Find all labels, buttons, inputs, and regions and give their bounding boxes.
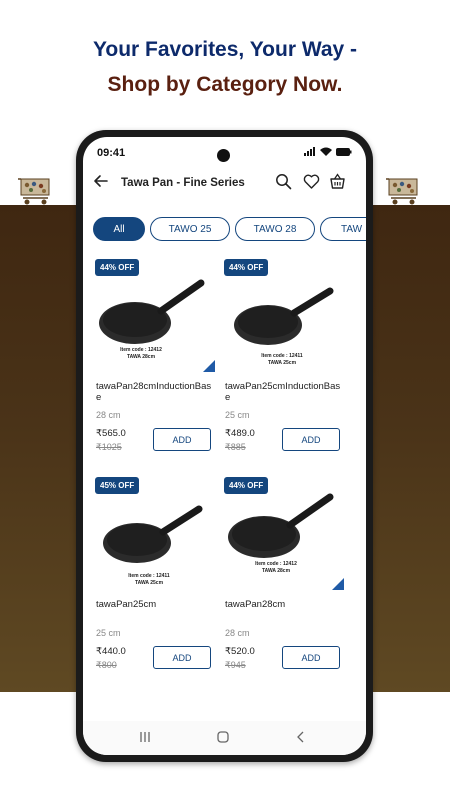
chip-all[interactable]: All bbox=[93, 217, 145, 241]
item-code-label: Item code : 12412 TAWA 28cm bbox=[120, 347, 162, 360]
promo-headline-2: Shop by Category Now. bbox=[107, 73, 343, 96]
home-icon[interactable] bbox=[217, 731, 229, 743]
page-title: Tawa Pan - Fine Series bbox=[121, 177, 245, 189]
camera-hole bbox=[217, 149, 230, 162]
wifi-icon bbox=[320, 147, 332, 156]
product-price: ₹489.0 bbox=[225, 428, 255, 439]
product-size: 25 cm bbox=[96, 628, 121, 638]
discount-badge: 44% OFF bbox=[224, 477, 268, 494]
phone-frame bbox=[76, 130, 373, 762]
item-code-label: Item code : 12411 TAWA 25cm bbox=[261, 353, 303, 366]
back-icon[interactable] bbox=[295, 731, 307, 743]
product-mrp: ₹1025 bbox=[96, 442, 122, 452]
category-chips bbox=[93, 217, 366, 241]
chip-tawo-25[interactable]: TAWO 25 bbox=[150, 217, 230, 241]
product-mrp: ₹885 bbox=[225, 442, 246, 452]
heart-icon[interactable] bbox=[303, 173, 320, 190]
product-mrp: ₹945 bbox=[225, 660, 246, 670]
product-image[interactable] bbox=[93, 257, 215, 372]
product-price: ₹440.0 bbox=[96, 646, 126, 657]
product-image[interactable] bbox=[222, 475, 344, 590]
product-size: 28 cm bbox=[96, 410, 121, 420]
product-card[interactable] bbox=[93, 257, 215, 462]
product-card[interactable] bbox=[93, 475, 215, 680]
product-card[interactable] bbox=[222, 475, 344, 680]
product-card[interactable] bbox=[222, 257, 344, 462]
product-name: tawaPan28cm bbox=[225, 599, 286, 610]
recent-apps-icon[interactable] bbox=[139, 731, 151, 743]
phone-screen bbox=[83, 137, 366, 755]
product-image[interactable] bbox=[222, 257, 344, 372]
corner-ribbon bbox=[203, 360, 215, 372]
corner-ribbon bbox=[332, 578, 344, 590]
add-button[interactable]: ADD bbox=[153, 428, 211, 451]
chip-taw[interactable]: TAW bbox=[320, 217, 366, 241]
promo-headline-1: Your Favorites, Your Way - bbox=[92, 38, 358, 61]
battery-icon bbox=[336, 148, 352, 156]
product-name: tawaPan28cmInductionBase bbox=[96, 381, 212, 403]
discount-badge: 45% OFF bbox=[95, 477, 139, 494]
item-code-label: Item code : 12411 TAWA 25cm bbox=[128, 573, 170, 586]
shopping-cart-icon bbox=[386, 176, 422, 206]
status-bar bbox=[83, 137, 366, 163]
product-mrp: ₹800 bbox=[96, 660, 117, 670]
signal-icon bbox=[304, 147, 316, 156]
system-nav-bar bbox=[83, 721, 366, 755]
add-button[interactable]: ADD bbox=[282, 428, 340, 451]
status-icons bbox=[304, 147, 352, 156]
add-button[interactable]: ADD bbox=[153, 646, 211, 669]
product-grid bbox=[93, 257, 355, 680]
product-name: tawaPan25cm bbox=[96, 599, 157, 610]
product-name: tawaPan25cmInductionBase bbox=[225, 381, 341, 403]
cart-icon[interactable] bbox=[329, 173, 346, 190]
shopping-cart-icon bbox=[18, 176, 54, 206]
status-time: 09:41 bbox=[97, 147, 126, 159]
product-size: 25 cm bbox=[225, 410, 250, 420]
back-arrow-icon[interactable] bbox=[93, 173, 109, 189]
product-image[interactable] bbox=[93, 475, 215, 590]
chip-tawo-28[interactable]: TAWO 28 bbox=[235, 217, 315, 241]
discount-badge: 44% OFF bbox=[95, 259, 139, 276]
product-price: ₹565.0 bbox=[96, 428, 126, 439]
discount-badge: 44% OFF bbox=[224, 259, 268, 276]
product-size: 28 cm bbox=[225, 628, 250, 638]
product-price: ₹520.0 bbox=[225, 646, 255, 657]
item-code-label: Item code : 12412 TAWA 28cm bbox=[255, 561, 297, 574]
app-bar bbox=[83, 167, 366, 201]
add-button[interactable]: ADD bbox=[282, 646, 340, 669]
search-icon[interactable] bbox=[275, 173, 292, 190]
